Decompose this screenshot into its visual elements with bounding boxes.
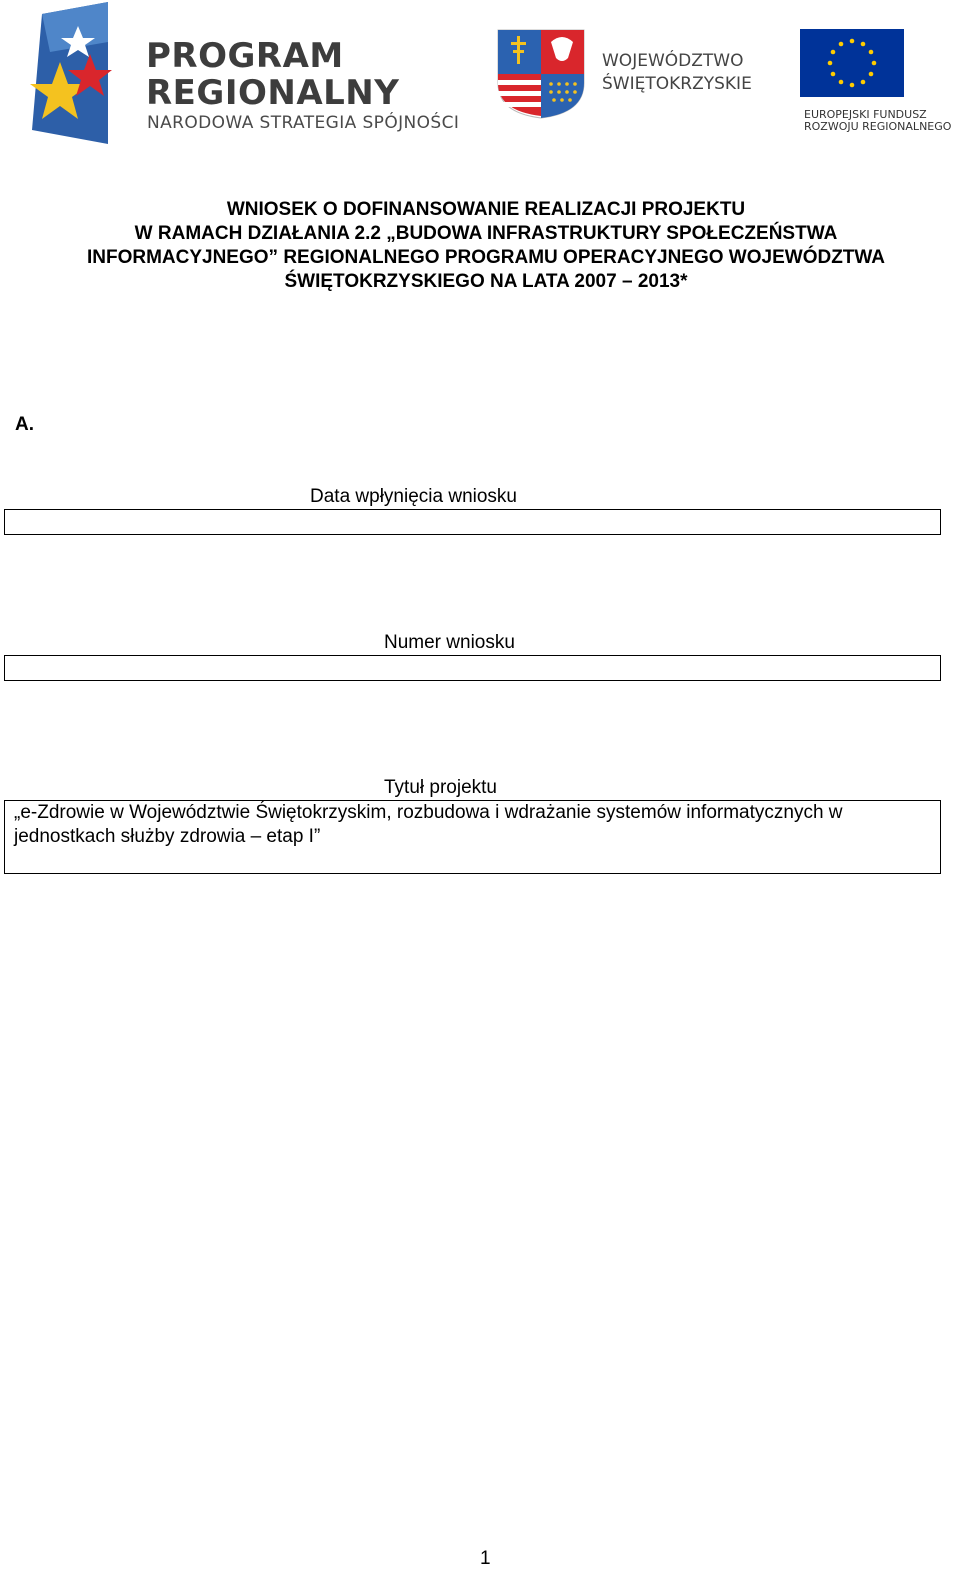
date-received-field[interactable] bbox=[4, 509, 941, 535]
application-number-field[interactable] bbox=[4, 655, 941, 681]
eu-logo-line2: ROZWOJU REGIONALNEGO bbox=[804, 120, 952, 133]
program-logo-line1: PROGRAM bbox=[146, 36, 344, 76]
project-title-label: Tytuł projektu bbox=[384, 777, 497, 798]
eu-flag-icon bbox=[800, 29, 906, 99]
program-regionalny-logo bbox=[20, 2, 470, 147]
coat-of-arms-icon bbox=[496, 28, 586, 120]
title-line-1: WNIOSEK O DOFINANSOWANIE REALIZACJI PROJEKTU bbox=[226, 199, 746, 220]
date-received-label: Data wpłynięcia wniosku bbox=[310, 486, 517, 507]
program-logo-line3: NARODOWA STRATEGIA SPÓJNOŚCI bbox=[147, 113, 460, 133]
region-logo-line1: WOJEWÓDZTWO bbox=[602, 51, 744, 71]
application-number-label: Numer wniosku bbox=[384, 632, 515, 653]
project-title-value: „e-Zdrowie w Województwie Świętokrzyskim, rozbudowa i wdrażanie systemów informatycznych w jednostkach służby zdrowia – etap I” bbox=[14, 802, 843, 847]
title-line-4: ŚWIĘTOKRZYSKIEGO NA LATA 2007 – 2013* bbox=[284, 271, 688, 292]
section-letter: A. bbox=[15, 414, 34, 435]
eu-fund-logo bbox=[800, 29, 960, 139]
program-logo-line2: REGIONALNY bbox=[146, 73, 400, 113]
wojewodztwo-logo bbox=[496, 28, 752, 123]
document-title bbox=[0, 198, 960, 294]
title-line-2: W RAMACH DZIAŁANIA 2.2 „BUDOWA INFRASTRUKTURY SPOŁECZEŃSTWA bbox=[134, 223, 838, 244]
page-number: 1 bbox=[480, 1548, 491, 1569]
program-star-emblem-icon bbox=[20, 2, 120, 147]
eu-logo-line1: EUROPEJSKI FUNDUSZ bbox=[804, 108, 927, 121]
title-line-3: INFORMACYJNEGO” REGIONALNEGO PROGRAMU OPERACYJNEGO WOJEWÓDZTWA bbox=[86, 247, 886, 268]
region-logo-line2: ŚWIĘTOKRZYSKIE bbox=[602, 74, 752, 94]
